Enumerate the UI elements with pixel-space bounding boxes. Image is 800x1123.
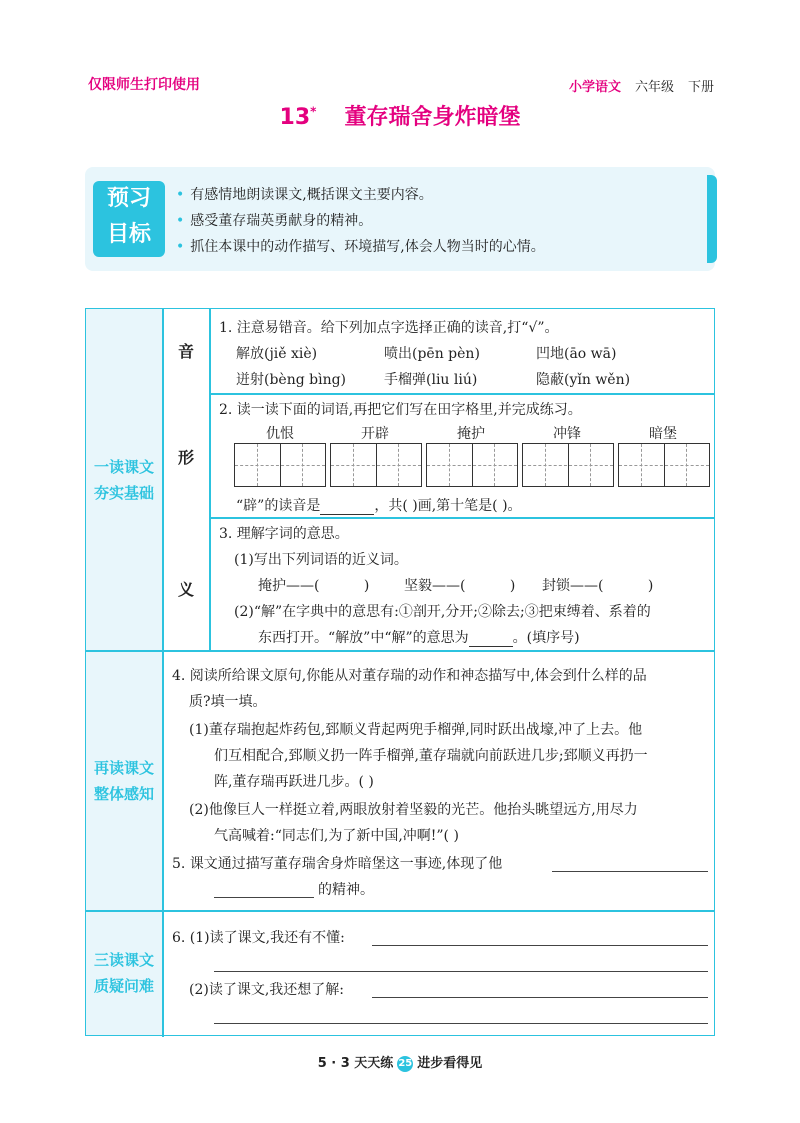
q3-title: 3. 理解字词的意思。 — [219, 526, 349, 542]
lesson-title — [0, 100, 800, 131]
goal-text: 有感情地朗读课文,概括课文主要内容。 — [190, 187, 433, 203]
lesson-number: 13 — [279, 105, 311, 130]
goals-side-bar — [707, 175, 717, 263]
q2-title: 2. 读一读下面的词语,再把它们写在田字格里,并完成练习。 — [219, 402, 582, 418]
tianzige-box[interactable] — [234, 443, 326, 487]
section-label-2: 再读课文 整体感知 — [86, 651, 162, 910]
divider — [86, 650, 714, 652]
synonym-item[interactable]: 封锁——( ) — [542, 578, 654, 594]
bullet-icon: • — [176, 213, 185, 229]
q4-p2-line2[interactable]: 气高喊着:“同志们,为了新中国,冲啊!”( ) — [214, 828, 459, 844]
answer-blank[interactable] — [469, 630, 513, 647]
q3-sub2-line2: 东西打开。“解放”中“解”的意思为 。(填序号) — [258, 630, 580, 646]
q4-title-line2: 质?填一填。 — [189, 694, 267, 710]
answer-blank[interactable] — [320, 498, 374, 515]
tianzige-box[interactable] — [330, 443, 422, 487]
pinyin-choice[interactable]: 迸射(bèng bìng) — [236, 372, 347, 388]
q6-line2: (2)读了课文,我还想了解: — [189, 982, 344, 998]
volume-label: 下册 — [687, 80, 714, 95]
q5-line1: 5. 课文通过描写董存瑞舍身炸暗堡这一事迹,体现了他 — [172, 856, 503, 872]
print-tag: 仅限师生打印使用 — [88, 77, 200, 93]
q4-p1-line3[interactable]: 阵,董存瑞再跃进几步。( ) — [214, 774, 374, 790]
divider — [86, 910, 714, 912]
pinyin-choice[interactable]: 手榴弹(liu liú) — [384, 372, 478, 388]
goal-text: 抓住本课中的动作描写、环境描写,体会人物当时的心情。 — [190, 239, 545, 255]
bullet-icon: • — [176, 187, 185, 203]
goal-item — [176, 236, 545, 256]
q4-p1-line1: (1)董存瑞抱起炸药包,郅顺义背起两兜手榴弹,同时跃出战壕,冲了上去。他 — [189, 722, 643, 738]
word-label: 掩护 — [457, 426, 485, 442]
answer-line[interactable] — [214, 971, 708, 972]
page-number: 25 — [397, 1056, 413, 1072]
pinyin-choice[interactable]: 隐蔽(yǐn wěn) — [536, 372, 631, 388]
word-label: 暗堡 — [649, 426, 677, 442]
lesson-mark: * — [310, 104, 317, 119]
section-label-1: 一读课文 夯实基础 — [86, 309, 162, 650]
divider — [162, 309, 164, 1037]
page-header — [569, 76, 714, 95]
q3-sub1: (1)写出下列词语的近义词。 — [234, 552, 408, 568]
tianzige-box[interactable] — [426, 443, 518, 487]
answer-line[interactable] — [214, 897, 314, 898]
divider — [209, 517, 714, 519]
footer-slogan: 进步看得见 — [417, 1056, 483, 1071]
q4-title-line1: 4. 阅读所给课文原句,你能从对董存瑞的动作和神态描写中,体会到什么样的品 — [172, 668, 647, 684]
word-label: 冲锋 — [553, 426, 581, 442]
q4-p2-line1: (2)他像巨人一样挺立着,两眼放射着坚毅的光芒。他抬头眺望远方,用尽力 — [189, 802, 638, 818]
badge-line-2: 目标 — [106, 222, 151, 247]
tianzige-box[interactable] — [618, 443, 710, 487]
synonym-item[interactable]: 掩护——( ) — [258, 578, 370, 594]
word-label: 仇恨 — [266, 426, 294, 442]
tianzige-row — [234, 443, 714, 487]
q3-sub2-line1: (2)“解”在字典中的意思有:①剖开,分开;②除去;③把束缚着、系着的 — [234, 604, 651, 620]
pinyin-choice[interactable]: 解放(jiě xiè) — [236, 346, 318, 362]
q6-line1: 6. (1)读了课文,我还有不懂: — [172, 930, 345, 946]
sub-label-yi: 义 — [177, 580, 194, 599]
page-footer — [0, 1052, 800, 1072]
subject-label: 小学语文 — [568, 80, 621, 95]
badge-line-1: 预习 — [106, 186, 151, 211]
divider — [209, 309, 211, 650]
pinyin-choice[interactable]: 凹地(āo wā) — [536, 346, 617, 362]
goal-item — [176, 210, 372, 230]
q5-line2: 的精神。 — [318, 882, 374, 898]
word-label: 开辟 — [361, 426, 389, 442]
exercise-table — [85, 308, 715, 1036]
pinyin-choice[interactable]: 喷出(pēn pèn) — [384, 346, 480, 362]
lesson-title-text: 董存瑞舍身炸暗堡 — [344, 105, 521, 130]
tianzige-box[interactable] — [522, 443, 614, 487]
divider — [209, 393, 714, 395]
q1-title: 1. 注意易错音。给下列加点字选择正确的读音,打“√”。 — [219, 320, 559, 336]
answer-line[interactable] — [214, 1023, 708, 1024]
goal-text: 感受董存瑞英勇献身的精神。 — [190, 213, 373, 229]
answer-line[interactable] — [552, 871, 708, 872]
bullet-icon: • — [176, 239, 185, 255]
grade-label: 六年级 — [634, 80, 674, 95]
answer-line[interactable] — [372, 997, 708, 998]
preview-goals-badge — [93, 181, 165, 257]
footer-brand: 5 · 3 天天练 — [317, 1056, 394, 1071]
goal-item — [176, 184, 433, 204]
synonym-item[interactable]: 坚毅——( ) — [404, 578, 516, 594]
section-label-3: 三读课文 质疑问难 — [86, 911, 162, 1035]
q4-p1-line2: 们互相配合,郅顺义扔一阵手榴弹,董存瑞就向前跃进几步;郅顺义再扔一 — [214, 748, 648, 764]
q2-fill-line: “辟”的读音是 ，共( )画,第十笔是( )。 — [236, 498, 522, 514]
sub-label-yin: 音 — [177, 342, 194, 361]
sub-label-xing: 形 — [177, 448, 194, 467]
answer-line[interactable] — [372, 945, 708, 946]
